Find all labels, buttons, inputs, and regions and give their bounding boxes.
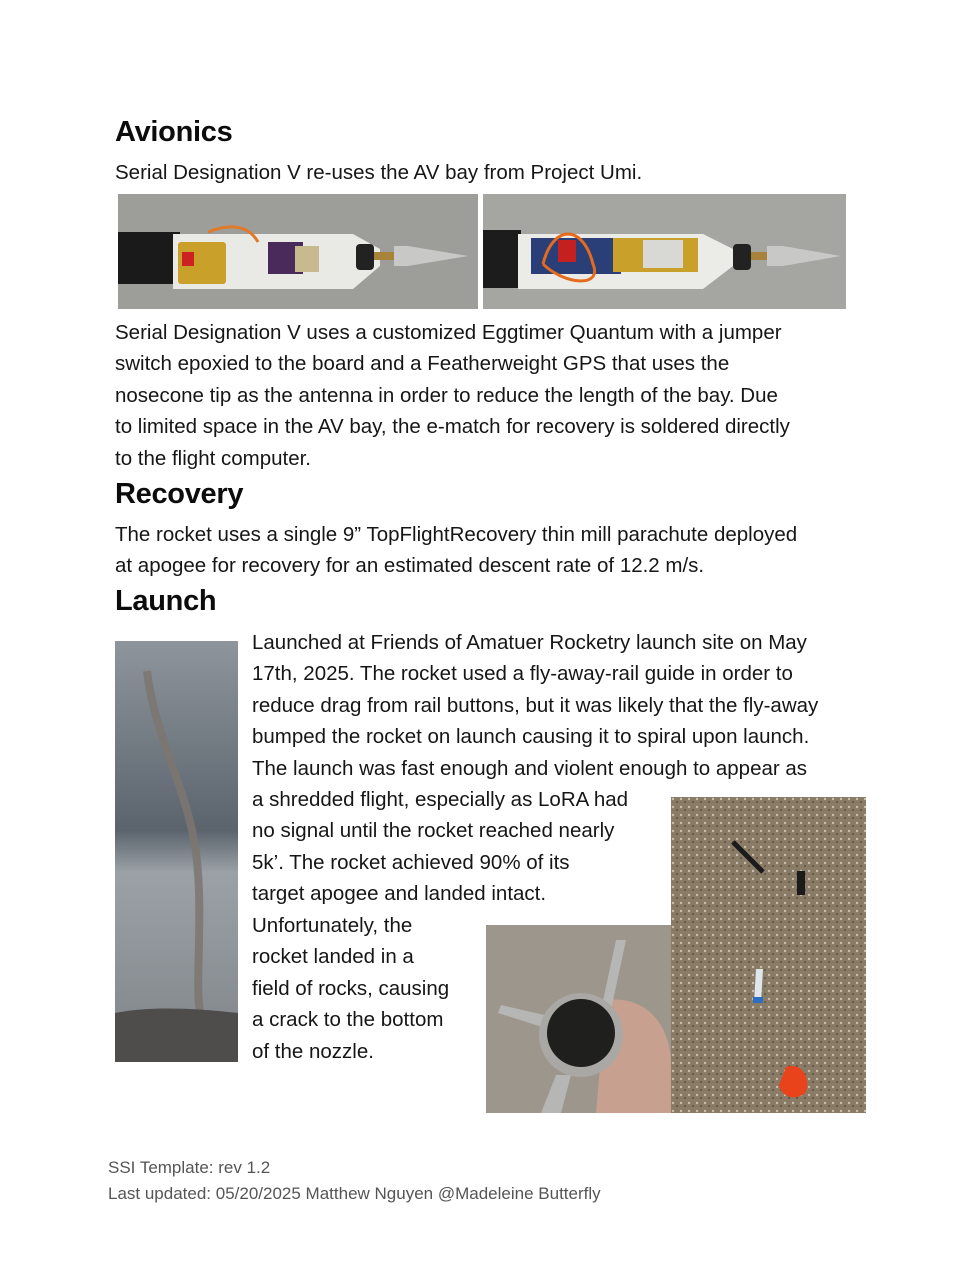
footer-last-updated: Last updated: 05/20/2025 Matthew Nguyen @Madeleine Butterfly bbox=[108, 1184, 601, 1203]
av-bay-photo-front bbox=[118, 194, 478, 309]
recovery-body: The rocket uses a single 9” TopFlightRecovery thin mill parachute deployed at apogee for recovery for an estimated descent rate of 12.2 m/s. bbox=[115, 523, 798, 578]
heading-avionics: Avionics bbox=[115, 116, 233, 148]
recovered-rocket-field-photo bbox=[671, 797, 866, 1113]
launch-body-narrow: Unfortunately, the rocket landed in a field of rocks, causing a crack to the bottom of the nozzle. bbox=[252, 914, 450, 1063]
avionics-body: Serial Designation V uses a customized Eggtimer Quantum with a jumper switch epoxied to the board and a Featherweight GPS that uses the nosecone tip as the antenna in order to reduce the length of the bay. Due to limited space in the AV bay, the e-match for recovery is soldered directly to the flight computer. bbox=[115, 321, 790, 470]
footer-template-version: SSI Template: rev 1.2 bbox=[108, 1158, 271, 1177]
cracked-nozzle-photo bbox=[486, 925, 671, 1113]
launch-body-full: Launched at Friends of Amatuer Rocketry launch site on May 17th, 2025. The rocket used a fly-away-rail guide in order to reduce drag from rail buttons, but it was likely that the fly-away bumped the rocket on launch causing it to spiral upon launch. The launch was fast enough and violent enough to appear as bbox=[252, 631, 819, 780]
av-bay-photo-back bbox=[483, 194, 846, 309]
heading-launch: Launch bbox=[115, 585, 217, 617]
launch-body-mid: a shredded flight, especially as LoRA had no signal until the rocket reached nearly 5k’. The rocket achieved 90% of its target apogee and landed intact. bbox=[252, 788, 629, 906]
heading-recovery: Recovery bbox=[115, 478, 244, 510]
launch-smoke-trail-photo bbox=[115, 641, 238, 1062]
avionics-intro: Serial Designation V re-uses the AV bay from Project Umi. bbox=[115, 161, 643, 184]
